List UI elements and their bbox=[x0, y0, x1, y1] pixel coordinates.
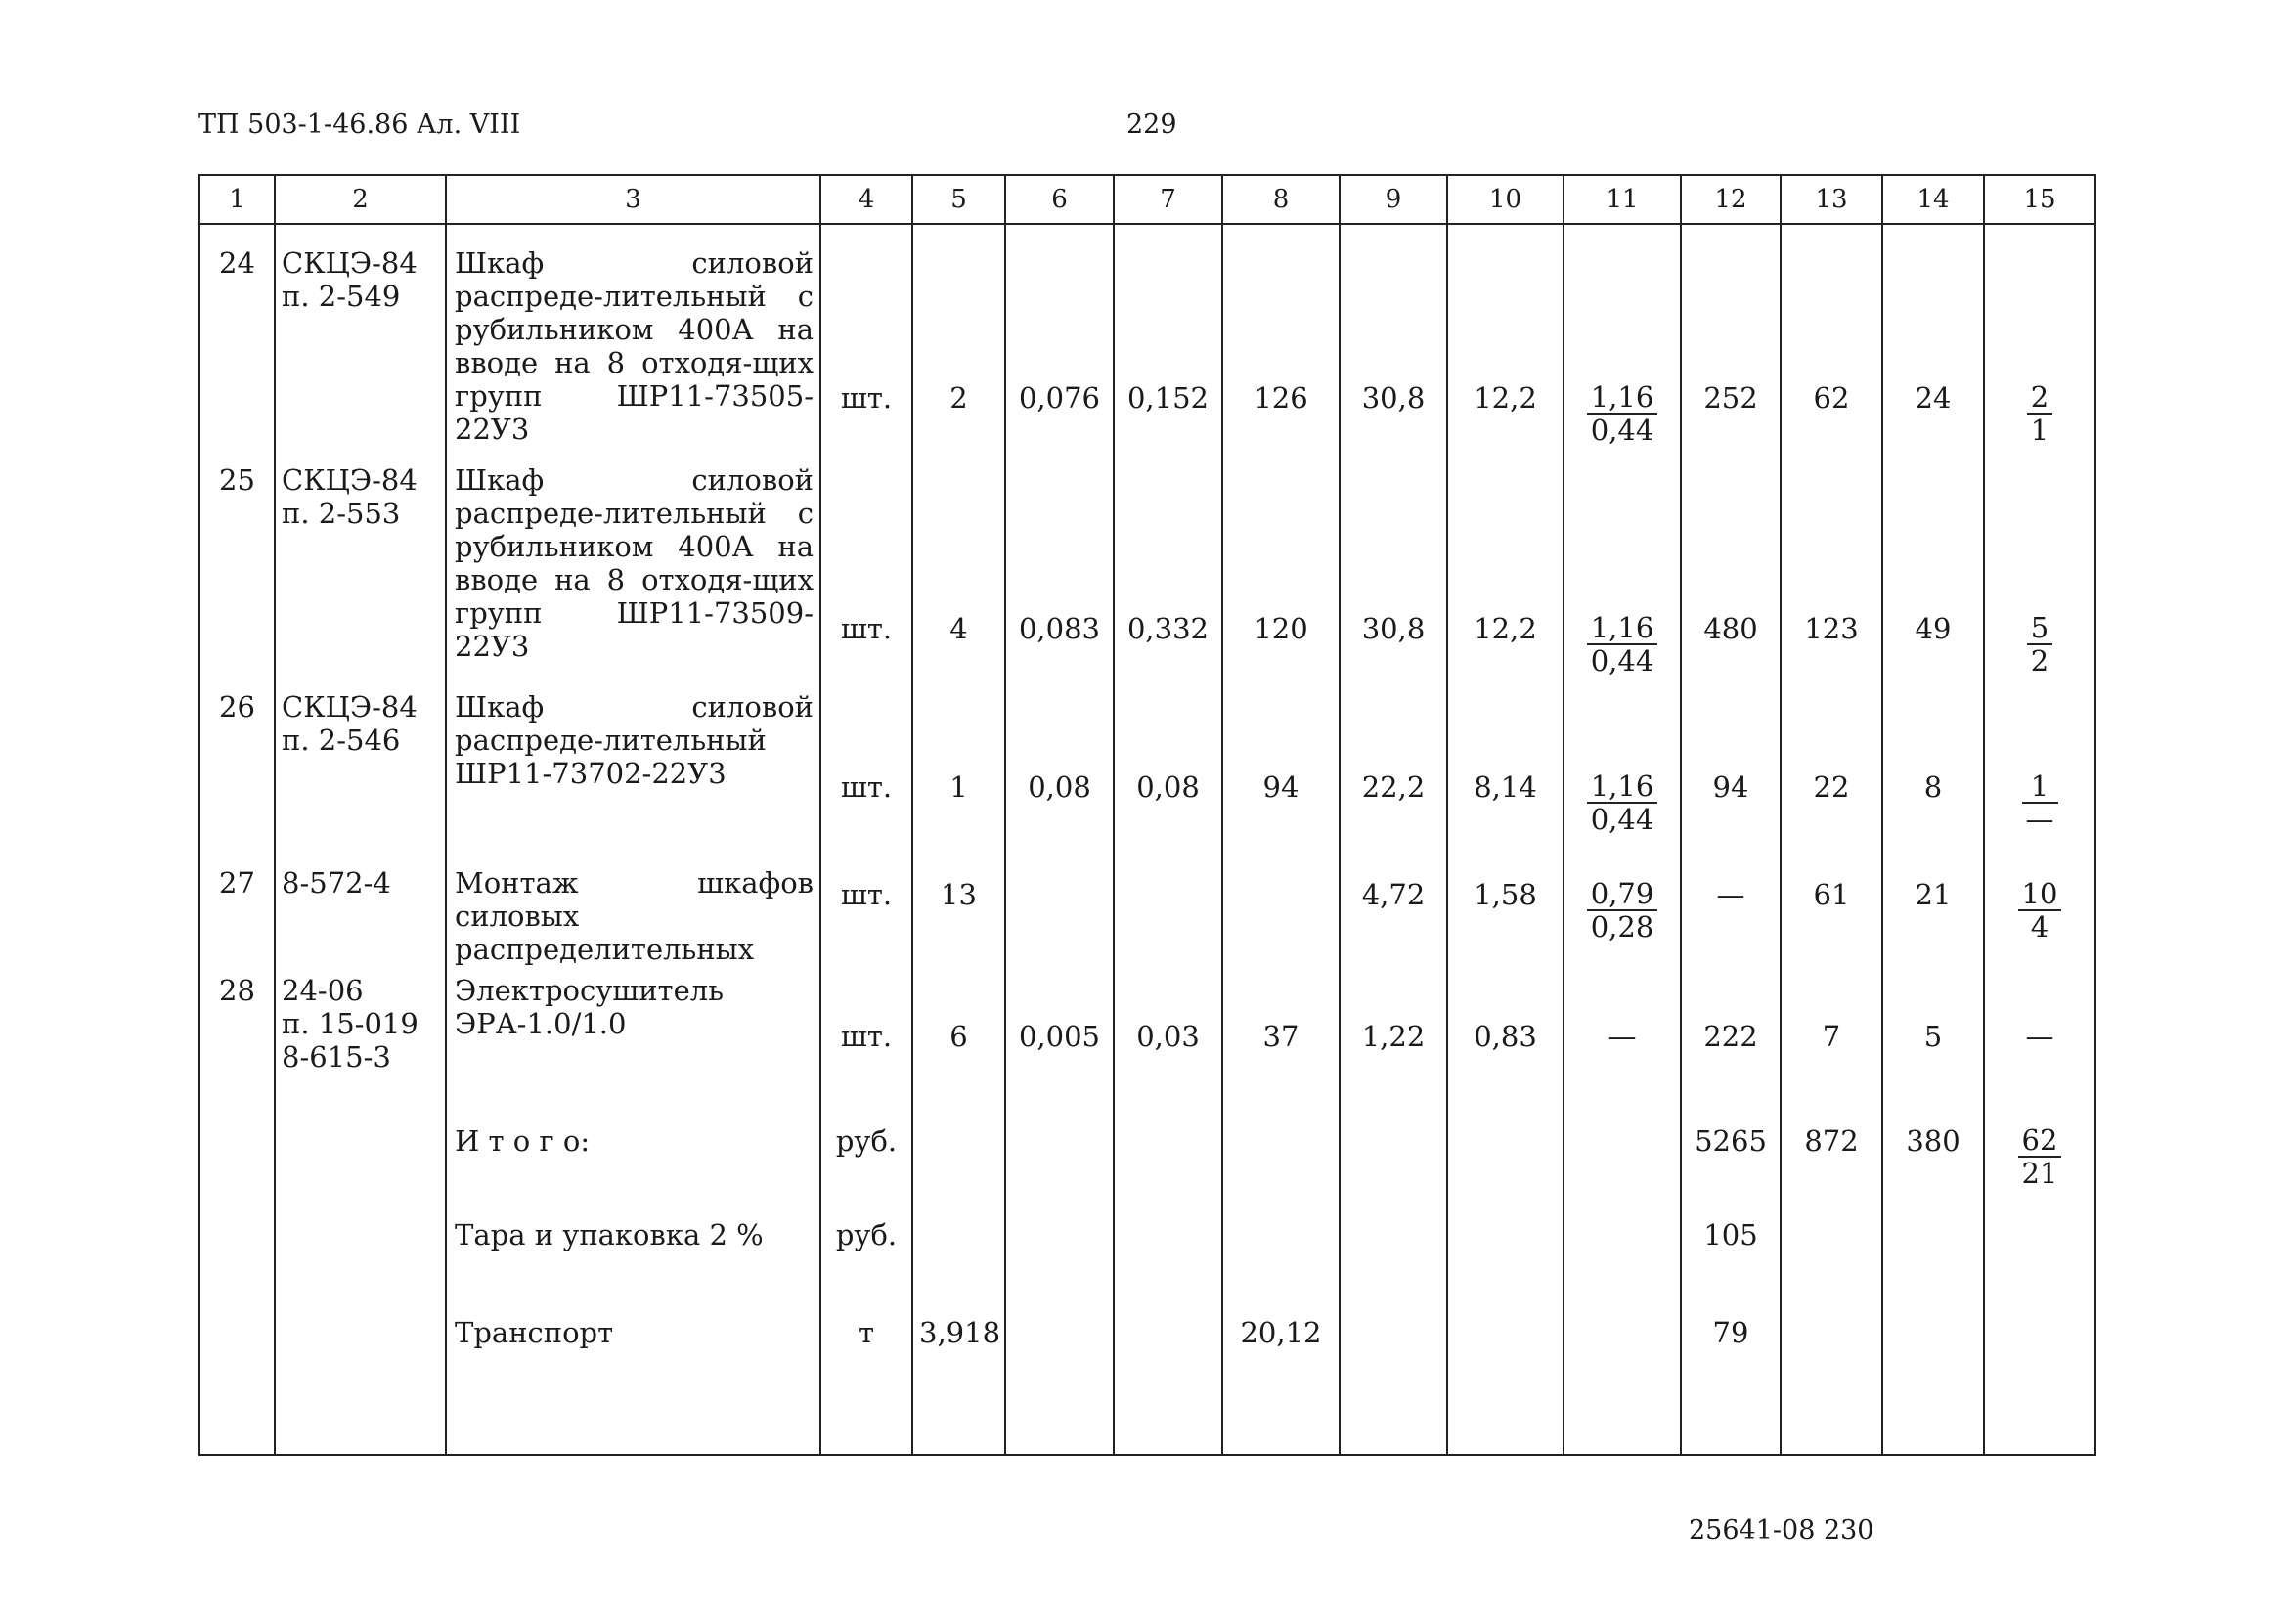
total-row bbox=[199, 1103, 2095, 1201]
value-c10: 12,2 bbox=[1447, 456, 1564, 682]
value-c9: 22,2 bbox=[1340, 682, 1447, 858]
value-c10: 1,58 bbox=[1447, 858, 1564, 966]
value-c10: 8,14 bbox=[1447, 682, 1564, 858]
value-c12: 222 bbox=[1681, 966, 1781, 1103]
page-number: 229 bbox=[1126, 110, 1177, 140]
column-header-11: 11 bbox=[1564, 175, 1681, 224]
value-c10 bbox=[1447, 1298, 1564, 1455]
value-c14 bbox=[1882, 1298, 1984, 1455]
table-row bbox=[199, 682, 2095, 858]
value-c5: 13 bbox=[912, 858, 1005, 966]
item-number: 26 bbox=[199, 682, 275, 858]
item-description: Шкаф силовой распреде-лительный ШР11-73702-22У3 bbox=[446, 682, 820, 858]
item-number: 24 bbox=[199, 224, 275, 456]
column-header-13: 13 bbox=[1781, 175, 1882, 224]
total-row bbox=[199, 1298, 2095, 1455]
column-number-row bbox=[199, 175, 2095, 224]
value-c8 bbox=[1222, 858, 1340, 966]
unit: шт. bbox=[820, 858, 912, 966]
value-c6 bbox=[1005, 1103, 1114, 1201]
column-header-7: 7 bbox=[1114, 175, 1222, 224]
value-c15 bbox=[1984, 1298, 2095, 1455]
value-c14: 380 bbox=[1882, 1103, 1984, 1201]
value-c5: 1 bbox=[912, 682, 1005, 858]
value-c13: 7 bbox=[1781, 966, 1882, 1103]
value-c8: 120 bbox=[1222, 456, 1340, 682]
value-c6 bbox=[1005, 1298, 1114, 1455]
total-label: Тара и упаковка 2 % bbox=[446, 1201, 820, 1298]
value-c14: 49 bbox=[1882, 456, 1984, 682]
total-row bbox=[199, 1201, 2095, 1298]
column-header-12: 12 bbox=[1681, 175, 1781, 224]
unit: руб. bbox=[820, 1201, 912, 1298]
value-c8: 20,12 bbox=[1222, 1298, 1340, 1455]
value-c10 bbox=[1447, 1103, 1564, 1201]
item-number bbox=[199, 1201, 275, 1298]
item-description: Шкаф силовой распреде-лительный с рубильником 400А на вводе на 8 отходя-щих групп ШР11-73509-22У3 bbox=[446, 456, 820, 682]
value-c7 bbox=[1114, 1103, 1222, 1201]
value-c11: — bbox=[1564, 966, 1681, 1103]
value-c6 bbox=[1005, 858, 1114, 966]
value-c6 bbox=[1005, 1201, 1114, 1298]
value-c15: $\frac{10}{4}$ bbox=[1984, 858, 2095, 966]
value-c11: $\frac{1,16}{0,44}$ bbox=[1564, 224, 1681, 456]
value-c7 bbox=[1114, 858, 1222, 966]
value-c11 bbox=[1564, 1103, 1681, 1201]
item-code: СКЦЭ-84 п. 2-549 bbox=[275, 224, 446, 456]
item-code: СКЦЭ-84 п. 2-553 bbox=[275, 456, 446, 682]
value-c15: $\frac{1}{—}$ bbox=[1984, 682, 2095, 858]
footer-code: 25641-08 230 bbox=[1689, 1515, 1874, 1546]
value-c5 bbox=[912, 1103, 1005, 1201]
column-header-6: 6 bbox=[1005, 175, 1114, 224]
value-c6: 0,083 bbox=[1005, 456, 1114, 682]
item-code bbox=[275, 1103, 446, 1201]
value-c14: 8 bbox=[1882, 682, 1984, 858]
value-c15: $\frac{2}{1}$ bbox=[1984, 224, 2095, 456]
column-header-8: 8 bbox=[1222, 175, 1340, 224]
value-c11 bbox=[1564, 1298, 1681, 1455]
column-header-15: 15 bbox=[1984, 175, 2095, 224]
value-c10: 0,83 bbox=[1447, 966, 1564, 1103]
value-c8: 37 bbox=[1222, 966, 1340, 1103]
value-c8 bbox=[1222, 1201, 1340, 1298]
table-row bbox=[199, 858, 2095, 966]
table-row bbox=[199, 224, 2095, 456]
value-c7: 0,03 bbox=[1114, 966, 1222, 1103]
value-c13: 872 bbox=[1781, 1103, 1882, 1201]
value-c12: 79 bbox=[1681, 1298, 1781, 1455]
value-c12: 480 bbox=[1681, 456, 1781, 682]
value-c12: 5265 bbox=[1681, 1103, 1781, 1201]
value-c14: 5 bbox=[1882, 966, 1984, 1103]
value-c7: 0,152 bbox=[1114, 224, 1222, 456]
value-c5: 6 bbox=[912, 966, 1005, 1103]
item-description: Шкаф силовой распреде-лительный с рубильником 400А на вводе на 8 отходя-щих групп ШР11-73505-22У3 bbox=[446, 224, 820, 456]
value-c9: 1,22 bbox=[1340, 966, 1447, 1103]
item-code bbox=[275, 1201, 446, 1298]
value-c15 bbox=[1984, 1201, 2095, 1298]
item-number bbox=[199, 1298, 275, 1455]
column-header-3: 3 bbox=[446, 175, 820, 224]
value-c9 bbox=[1340, 1103, 1447, 1201]
value-c13: 22 bbox=[1781, 682, 1882, 858]
value-c14: 21 bbox=[1882, 858, 1984, 966]
value-c9: 4,72 bbox=[1340, 858, 1447, 966]
item-code bbox=[275, 1298, 446, 1455]
value-c12: 105 bbox=[1681, 1201, 1781, 1298]
value-c12: — bbox=[1681, 858, 1781, 966]
value-c14 bbox=[1882, 1201, 1984, 1298]
value-c6: 0,076 bbox=[1005, 224, 1114, 456]
table-row bbox=[199, 456, 2095, 682]
value-c15: $\frac{62}{21}$ bbox=[1984, 1103, 2095, 1201]
unit: шт. bbox=[820, 224, 912, 456]
value-c6: 0,08 bbox=[1005, 682, 1114, 858]
item-number: 25 bbox=[199, 456, 275, 682]
table-row bbox=[199, 966, 2095, 1103]
item-description: Электросушитель ЭРА-1.0/1.0 bbox=[446, 966, 820, 1103]
column-header-10: 10 bbox=[1447, 175, 1564, 224]
value-c5 bbox=[912, 1201, 1005, 1298]
item-code: 8-572-4 bbox=[275, 858, 446, 966]
item-number bbox=[199, 1103, 275, 1201]
value-c11: $\frac{1,16}{0,44}$ bbox=[1564, 682, 1681, 858]
unit: шт. bbox=[820, 682, 912, 858]
unit: т bbox=[820, 1298, 912, 1455]
value-c8 bbox=[1222, 1103, 1340, 1201]
value-c12: 252 bbox=[1681, 224, 1781, 456]
value-c14: 24 bbox=[1882, 224, 1984, 456]
value-c13 bbox=[1781, 1201, 1882, 1298]
column-header-9: 9 bbox=[1340, 175, 1447, 224]
item-number: 28 bbox=[199, 966, 275, 1103]
value-c5: 3,918 bbox=[912, 1298, 1005, 1455]
column-header-14: 14 bbox=[1882, 175, 1984, 224]
unit: шт. bbox=[820, 966, 912, 1103]
column-header-2: 2 bbox=[275, 175, 446, 224]
document-code: ТП 503-1-46.86 Ал. VIII bbox=[198, 110, 521, 140]
column-header-1: 1 bbox=[199, 175, 275, 224]
value-c5: 2 bbox=[912, 224, 1005, 456]
value-c13: 62 bbox=[1781, 224, 1882, 456]
value-c10 bbox=[1447, 1201, 1564, 1298]
value-c7 bbox=[1114, 1201, 1222, 1298]
item-code: 24-06 п. 15-019 8-615-3 bbox=[275, 966, 446, 1103]
value-c13 bbox=[1781, 1298, 1882, 1455]
specification-table bbox=[198, 174, 2096, 1456]
value-c7: 0,08 bbox=[1114, 682, 1222, 858]
value-c13: 123 bbox=[1781, 456, 1882, 682]
value-c10: 12,2 bbox=[1447, 224, 1564, 456]
item-code: СКЦЭ-84 п. 2-546 bbox=[275, 682, 446, 858]
total-label: И т о г о: bbox=[446, 1103, 820, 1201]
value-c8: 126 bbox=[1222, 224, 1340, 456]
value-c5: 4 bbox=[912, 456, 1005, 682]
value-c9: 30,8 bbox=[1340, 456, 1447, 682]
value-c8: 94 bbox=[1222, 682, 1340, 858]
value-c11: $\frac{0,79}{0,28}$ bbox=[1564, 858, 1681, 966]
value-c15: $\frac{5}{2}$ bbox=[1984, 456, 2095, 682]
value-c9 bbox=[1340, 1201, 1447, 1298]
value-c6: 0,005 bbox=[1005, 966, 1114, 1103]
column-header-4: 4 bbox=[820, 175, 912, 224]
value-c12: 94 bbox=[1681, 682, 1781, 858]
unit: шт. bbox=[820, 456, 912, 682]
value-c9: 30,8 bbox=[1340, 224, 1447, 456]
item-description: Монтаж шкафов силовых распределительных bbox=[446, 858, 820, 966]
column-header-5: 5 bbox=[912, 175, 1005, 224]
value-c7 bbox=[1114, 1298, 1222, 1455]
value-c7: 0,332 bbox=[1114, 456, 1222, 682]
unit: руб. bbox=[820, 1103, 912, 1201]
item-number: 27 bbox=[199, 858, 275, 966]
total-label: Транспорт bbox=[446, 1298, 820, 1455]
value-c9 bbox=[1340, 1298, 1447, 1455]
value-c15: — bbox=[1984, 966, 2095, 1103]
value-c13: 61 bbox=[1781, 858, 1882, 966]
value-c11 bbox=[1564, 1201, 1681, 1298]
value-c11: $\frac{1,16}{0,44}$ bbox=[1564, 456, 1681, 682]
